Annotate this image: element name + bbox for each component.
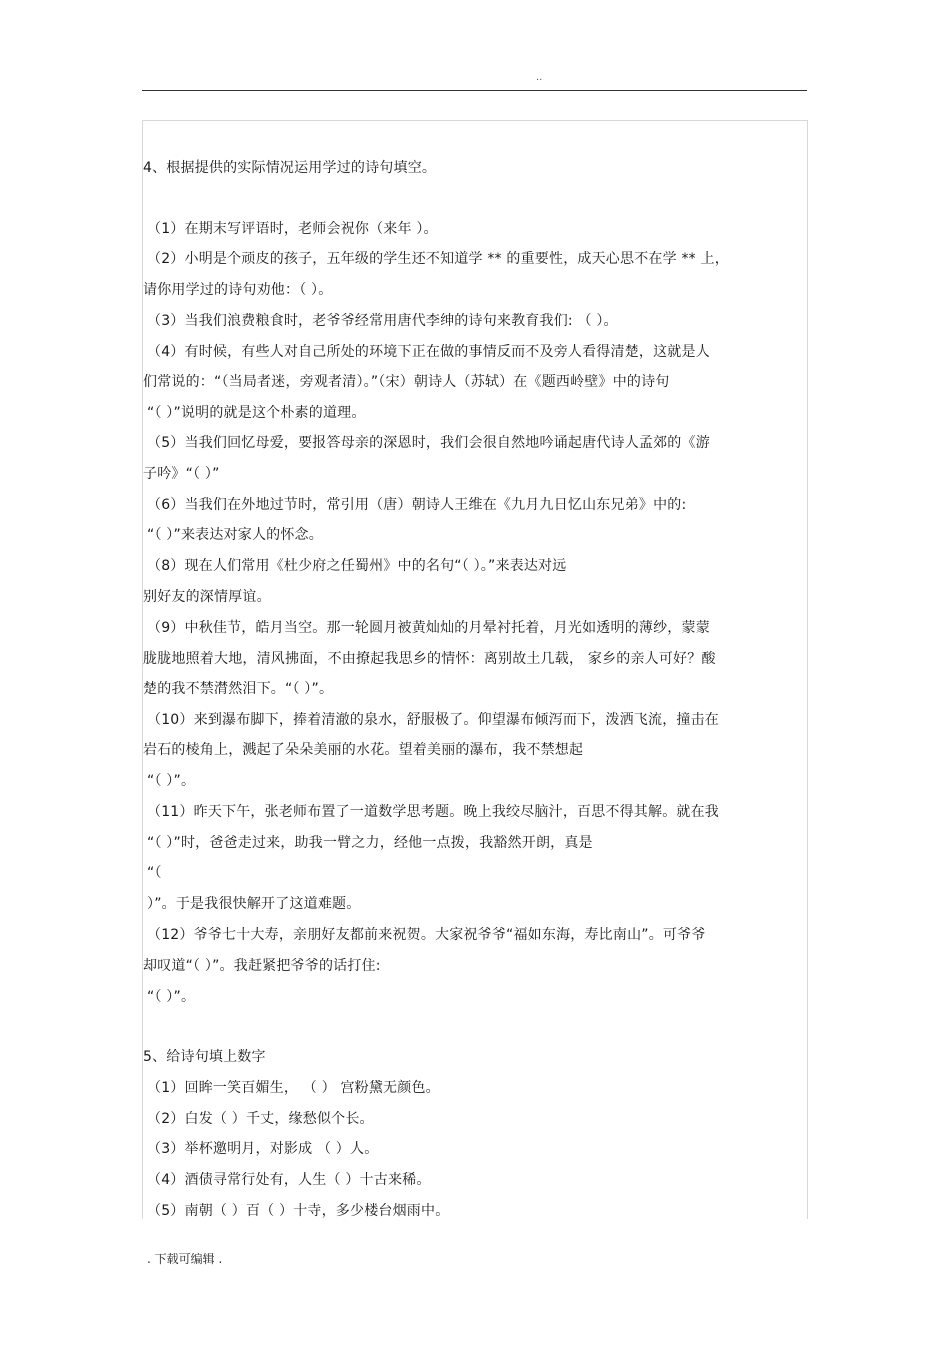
- q5-line: （2）白发（ ）千丈，缘愁似个长。: [147, 1111, 374, 1127]
- q4-line: 胧胧地照着大地，清风拂面，不由撩起我思乡的情怀：离别故土几载， 家乡的亲人可好？酸: [143, 651, 716, 667]
- q4-line: “（ ）”。: [147, 989, 196, 1005]
- q4-line: 请你用学过的诗句劝他：（ ）。: [143, 282, 333, 298]
- q5-line: （4）酒债寻常行处有，人生（ ）十古来稀。: [147, 1172, 431, 1188]
- q4-line: （6）当我们在外地过节时，常引用（唐）朝诗人王维在《九月九日忆山东兄弟》中的:: [147, 497, 687, 513]
- q4-line: 别好友的深情厚谊。: [143, 589, 271, 605]
- q4-line: “（ ）”说明的就是这个朴素的道理。: [147, 405, 366, 421]
- q4-line: （11）昨天下午，张老师布置了一道数学思考题。晚上我绞尽脑汁，百思不得其解。就在我: [147, 804, 720, 820]
- q5-line: （5）南朝（ ）百（ ）十寺，多少楼台烟雨中。: [147, 1203, 450, 1219]
- q4-line: （1）在期末写评语时，老师会祝你（来年 ）。: [147, 221, 438, 237]
- header-rule: [142, 90, 807, 91]
- q4-line: （9）中秋佳节，皓月当空。那一轮圆月被黄灿灿的月晕衬托着，月光如透明的薄纱，蒙蒙: [147, 620, 710, 636]
- q4-line: （3）当我们浪费粮食时，老爷爷经常用唐代李绅的诗句来教育我们: （ ）。: [147, 313, 618, 329]
- q4-line: （2）小明是个顽皮的孩子，五年级的学生还不知道学 ** 的重要性，成天心思不在学 ** 上，: [147, 251, 729, 267]
- q4-line: 子吟》“（ ）”: [143, 466, 220, 482]
- q4-line: （5）当我们回忆母爱，要报答母亲的深恩时，我们会很自然地吟诵起唐代诗人孟郊的《游: [147, 435, 710, 451]
- q4-line: “（ ）”来表达对家人的怀念。: [147, 527, 323, 543]
- q4-line: （8）现在人们常用《杜少府之任蜀州》中的名句“（ ）。”来表达对远: [147, 558, 567, 574]
- q4-line: （12）爷爷七十大寿，亲朋好友都前来祝贺。大家祝爷爷“福如东海，寿比南山”。可爷爷: [147, 927, 706, 943]
- q4-line: “（ ）”时，爸爸走过来，助我一臂之力，经他一点拨，我豁然开朗，真是: [147, 835, 593, 851]
- header-mark: ..: [536, 72, 543, 83]
- q5-line: （3）举杯邀明月，对影成 （ ）人。: [147, 1141, 379, 1157]
- q4-line: 楚的我不禁潸然泪下。“（ ）”。: [143, 681, 334, 697]
- q4-line: 却叹道“（ ）”。我赶紧把爷爷的话打住:: [143, 958, 381, 974]
- q4-line: 们常说的：“（当局者迷，旁观者清）。”（宋）朝诗人（苏轼）在《题西岭壁》中的诗句: [143, 374, 670, 390]
- footer-text: . 下载可编辑 .: [147, 1252, 223, 1266]
- q4-line: “（ ）”。: [147, 773, 196, 789]
- q4-line: “（: [147, 865, 162, 881]
- q4-line: 岩石的棱角上，溅起了朵朵美丽的水花。望着美丽的瀑布，我不禁想起: [143, 742, 584, 758]
- q5-title: 5、给诗句填上数字: [143, 1049, 266, 1065]
- q4-line: ）”。于是我很快解开了这道难题。: [147, 896, 361, 912]
- q4-line: （4）有时候，有些人对自己所处的环境下正在做的事情反而不及旁人看得清楚，这就是人: [147, 344, 710, 360]
- q4-line: （10）来到瀑布脚下，捧着清澈的泉水，舒服极了。仰望瀑布倾泻而下，泼洒飞流，撞击在: [147, 712, 720, 728]
- q4-title: 4、根据提供的实际情况运用学过的诗句填空。: [143, 160, 437, 176]
- q5-line: （1）回眸一笑百媚生， （ ） 宫粉黛无颜色。: [147, 1080, 440, 1096]
